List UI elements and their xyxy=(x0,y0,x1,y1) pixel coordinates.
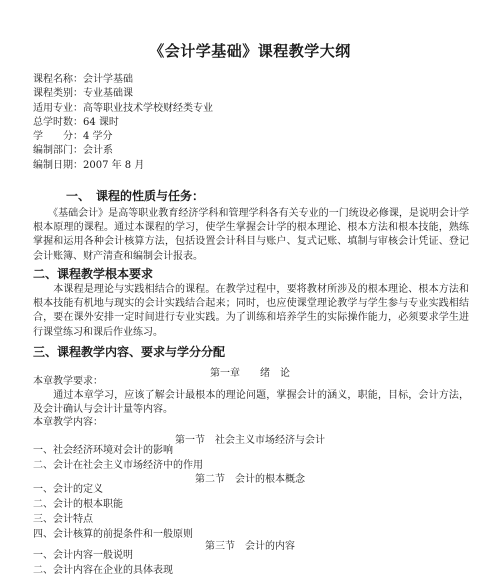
list-item: 四、会计核算的前提条件和一般原则 xyxy=(33,529,193,540)
list-item: 三、会计特点 xyxy=(33,514,93,525)
section3-heading: 三、课程教学内容、要求与学分分配 xyxy=(33,345,226,359)
chapter-content-label: 本章教学内容： xyxy=(33,417,103,428)
node3-list xyxy=(33,548,173,578)
section1-heading: 一、 课程的性质与任务： xyxy=(66,189,205,203)
node3-title: 第三节 会计的内容 xyxy=(205,541,295,552)
node2-title: 第二节 会计的根本概念 xyxy=(195,474,305,485)
section1-body: 《基础会计》是高等职业教育经济学科和管理学科各有关专业的一门统设必修课，是说明会计学根本原理的课程。通过本课程的学习，使学生掌握会计学的根本理论、根本方法和根本技能，熟练掌握和运用各种会计核算方法，包括设置会计科目与账户、复式记账、填制与审核会计凭证、登记会计账簿、财产清查和编制会计报表。 xyxy=(33,208,469,262)
section2-body: 本课程是理论与实践相结合的课程。在教学过程中，要将教材所涉及的根本理论、根本方法和根本技能有机地与现实的会计实践结合起来；同时，也应使课堂理论教学与学生参与专业实践相结合，要在课外安排一定时间进行专业实践。为了训练和培养学生的实际操作能力，必须要求学生进行课堂练习和课后作业练习。 xyxy=(33,284,469,338)
node2-list xyxy=(33,482,193,542)
list-item: 二、会计内容在企业的具体表现 xyxy=(33,565,173,576)
list-item: 二、会计的根本职能 xyxy=(33,499,123,510)
list-item: 一、会计内容一般说明 xyxy=(33,550,133,561)
document-title: 《会计学基础》课程教学大纲 xyxy=(149,42,351,60)
meta-course-type: 课程类别：专业基础课 xyxy=(33,88,133,100)
list-item: 一、社会经济环境对会计的影响 xyxy=(33,445,173,456)
meta-hours: 总学时数：64 课时 xyxy=(33,116,119,128)
meta-credits: 学 分：4 学分 xyxy=(33,131,113,143)
list-item: 一、会计的定义 xyxy=(33,484,103,495)
meta-course-name: 课程名称：会计学基础 xyxy=(33,74,133,85)
list-item: 二、会计在社会主义市场经济中的作用 xyxy=(33,460,203,471)
course-meta xyxy=(33,73,213,173)
chapter-requirements-body: 通过本章学习，应该了解会计最根本的理论问题，掌握会计的涵义，职能，目标，会计方法，及会计确认与会计计量等内容。 xyxy=(33,390,469,416)
chapter-requirements-label: 本章教学要求： xyxy=(33,376,103,387)
meta-major: 适用专业：高等职业技术学校财经类专业 xyxy=(33,102,213,114)
node1-list xyxy=(33,443,203,473)
node1-title: 第一节 社会主义市场经济与会计 xyxy=(175,435,325,446)
chapter1-title: 第一章 绪 论 xyxy=(210,368,290,379)
meta-department: 编制部门：会计系 xyxy=(33,145,113,157)
section2-heading: 二、课程教学根本要求 xyxy=(33,267,154,281)
meta-date: 编制日期：2007 年 8 月 xyxy=(33,159,145,171)
